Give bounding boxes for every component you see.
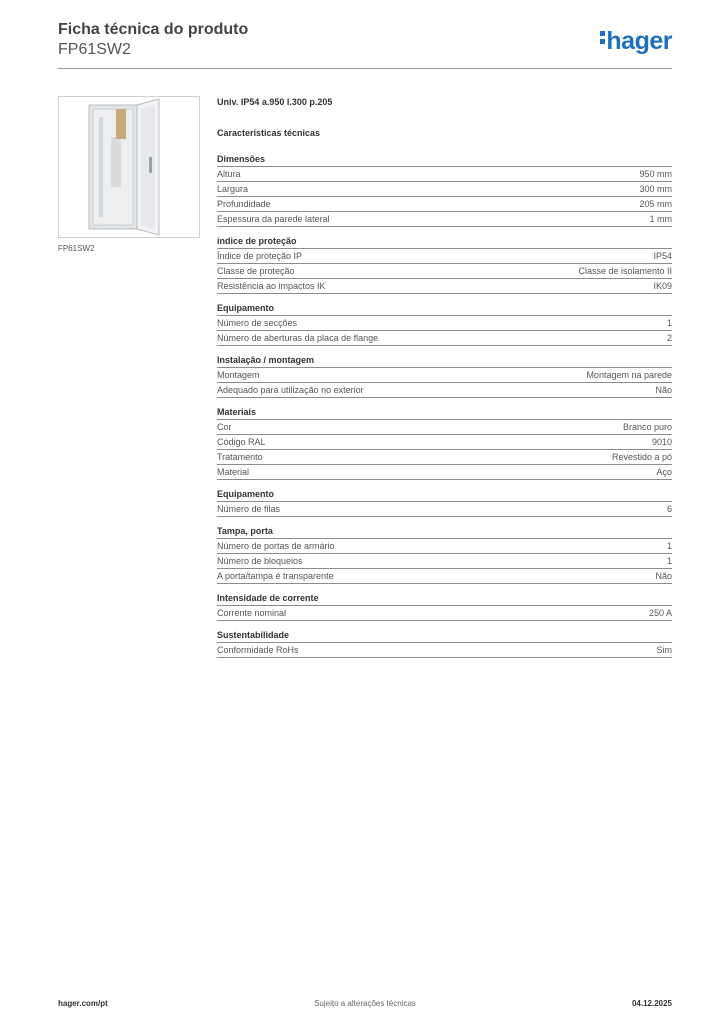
spec-value: 2: [666, 333, 672, 343]
spec-value: Não: [655, 385, 672, 395]
spec-label: Largura: [217, 184, 249, 194]
logo-dots-icon: [600, 28, 605, 47]
spec-value: 1: [666, 541, 672, 551]
spec-value: Revestido a pó: [611, 452, 672, 462]
image-caption: FP61SW2: [58, 244, 95, 253]
spec-value: 950 mm: [639, 169, 672, 179]
spec-label: Altura: [217, 169, 241, 179]
spec-section: [217, 153, 672, 227]
spec-row: [217, 502, 672, 517]
spec-value: Branco puro: [622, 422, 672, 432]
spec-label: Adequado para utilização no exterior: [217, 385, 364, 395]
section-title: Dimensões: [217, 153, 672, 167]
spec-section: [217, 406, 672, 480]
spec-value: Não: [655, 571, 672, 581]
spec-value: 300 mm: [639, 184, 672, 194]
spec-value: Aço: [656, 467, 672, 477]
spec-value: 250 A: [648, 608, 672, 618]
spec-value: IP54: [653, 251, 672, 261]
spec-section: [217, 629, 672, 658]
spec-section: [217, 235, 672, 294]
spec-label: Profundidade: [217, 199, 271, 209]
spec-row: [217, 331, 672, 346]
section-title: Intensidade de corrente: [217, 592, 672, 606]
page-header: [58, 20, 672, 60]
spec-label: Material: [217, 467, 250, 477]
spec-label: Espessura da parede lateral: [217, 214, 330, 224]
spec-panel: [217, 96, 672, 666]
footer-note: Sujeito a alterações técnicas: [314, 999, 416, 1008]
spec-row: [217, 212, 672, 227]
spec-value: 1: [666, 556, 672, 566]
spec-value: 9010: [651, 437, 672, 447]
header-divider: [58, 68, 672, 69]
section-title: índice de proteção: [217, 235, 672, 249]
spec-section: [217, 354, 672, 398]
spec-section: [217, 592, 672, 621]
section-title: Instalação / montagem: [217, 354, 672, 368]
spec-row: [217, 435, 672, 450]
spec-value: IK09: [653, 281, 672, 291]
spec-row: [217, 316, 672, 331]
footer-date: 04.12.2025: [631, 999, 672, 1008]
spec-section: [217, 302, 672, 346]
spec-value: Classe de isolamento II: [578, 266, 672, 276]
spec-label: Número de aberturas da placa de flange: [217, 333, 379, 343]
spec-label: Cor: [217, 422, 232, 432]
spec-value: Sim: [656, 645, 672, 655]
hager-logo[interactable]: [600, 28, 672, 54]
spec-row: [217, 569, 672, 584]
spec-label: Número de portas de armário: [217, 541, 335, 551]
spec-row: [217, 197, 672, 212]
spec-section: [217, 525, 672, 584]
spec-row: [217, 554, 672, 569]
logo-text: hager: [606, 27, 672, 55]
section-title: Tampa, porta: [217, 525, 672, 539]
section-title: Equipamento: [217, 488, 672, 502]
spec-value: 205 mm: [639, 199, 672, 209]
cabinet-illustration: [59, 97, 199, 237]
section-title: Sustentabilidade: [217, 629, 672, 643]
spec-row: [217, 465, 672, 480]
spec-value: 1 mm: [649, 214, 672, 224]
spec-label: Classe de proteção: [217, 266, 295, 276]
spec-row: [217, 368, 672, 383]
spec-label: Resistência ao impactos IK: [217, 281, 326, 291]
spec-row: [217, 279, 672, 294]
spec-label: Número de secções: [217, 318, 298, 328]
spec-row: [217, 450, 672, 465]
product-description: Univ. IP54 a.950 l.300 p.205: [217, 97, 333, 107]
spec-label: Código RAL: [217, 437, 266, 447]
spec-section: [217, 488, 672, 517]
spec-row: [217, 182, 672, 197]
spec-label: Número de bloqueios: [217, 556, 303, 566]
spec-heading: Características técnicas: [217, 128, 321, 138]
spec-label: Conformidade RoHs: [217, 645, 299, 655]
page-title: Ficha técnica do produto: [58, 21, 249, 38]
spec-label: Montagem: [217, 370, 260, 380]
section-title: Equipamento: [217, 302, 672, 316]
footer-website-link[interactable]: hager.com/pt: [58, 999, 108, 1008]
spec-label: A porta/tampa é transparente: [217, 571, 334, 581]
spec-sections: [217, 153, 672, 658]
spec-row: [217, 539, 672, 554]
spec-value: 6: [666, 504, 672, 514]
spec-row: [217, 249, 672, 264]
page-footer: [58, 998, 672, 1010]
product-reference: FP61SW2: [58, 41, 131, 58]
spec-row: [217, 606, 672, 621]
section-title: Materiais: [217, 406, 672, 420]
spec-label: Índice de proteção IP: [217, 251, 303, 261]
spec-value: Montagem na parede: [586, 370, 672, 380]
spec-row: [217, 420, 672, 435]
product-image: [58, 96, 200, 238]
spec-row: [217, 167, 672, 182]
spec-row: [217, 264, 672, 279]
spec-label: Tratamento: [217, 452, 263, 462]
spec-value: 1: [666, 318, 672, 328]
spec-label: Número de filas: [217, 504, 281, 514]
spec-row: [217, 383, 672, 398]
spec-label: Corrente nominal: [217, 608, 287, 618]
spec-row: [217, 643, 672, 658]
